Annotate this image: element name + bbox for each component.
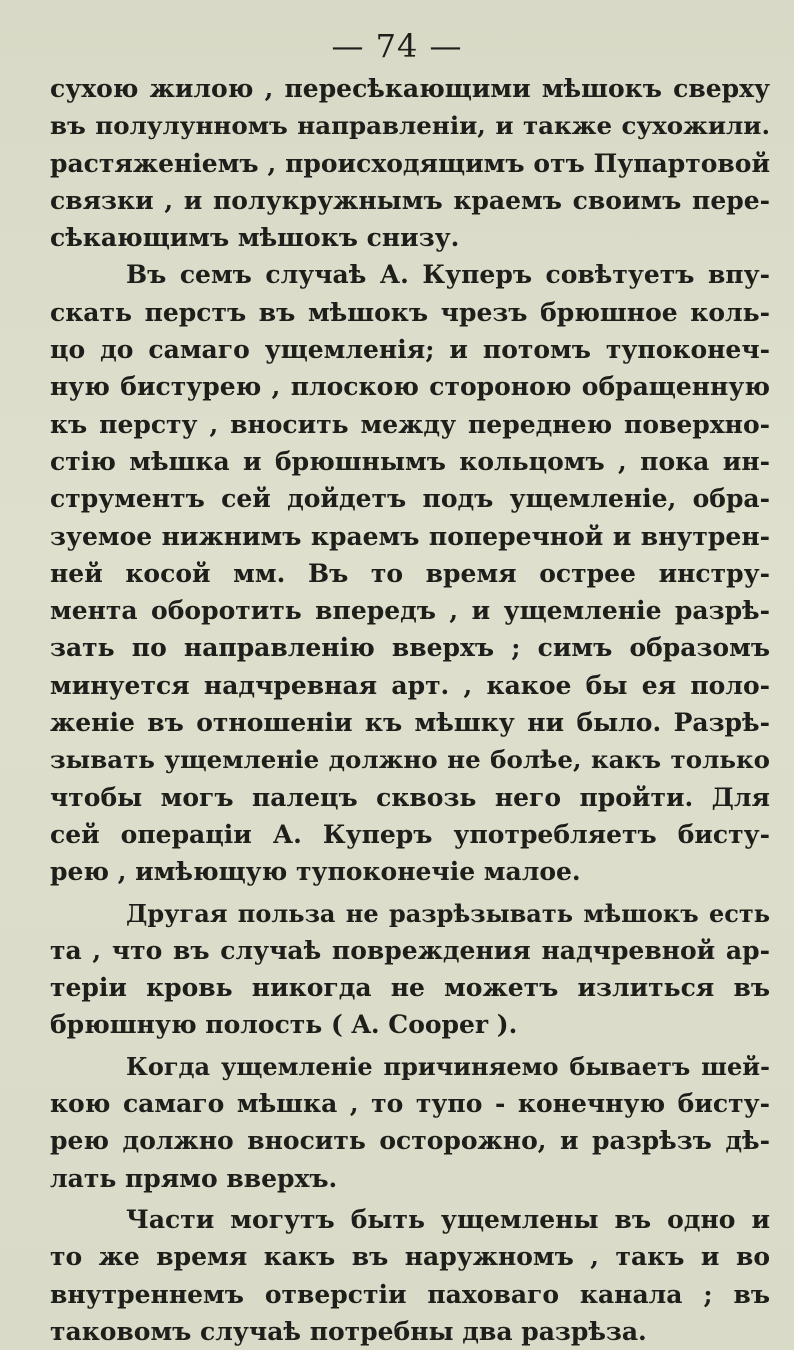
text-line: растяженіемъ , происходящимъ отъ Пупартовой [50, 148, 770, 178]
text-line: Другая польза не разрѣзывать мѣшокъ есть [126, 898, 770, 928]
paragraph [50, 1201, 770, 1350]
text-line: ную бистурею , плоскою стороною обращенную [50, 372, 770, 402]
text-line: струментъ сей дойдетъ подъ ущемленіе, обра- [50, 484, 770, 514]
text-line: сѣкающимъ мѣшокъ снизу. [50, 223, 460, 253]
text-line: зуемое нижнимъ краемъ поперечной и внутрен- [50, 521, 770, 551]
text-line: рею , имѣющую тупоконечіе малое. [50, 857, 581, 887]
paragraph [50, 1048, 770, 1197]
text-line: минуется надчревная арт. , какое бы ея поло- [50, 670, 770, 700]
text-line: зывать ущемленіе должно не болѣе, какъ только [50, 745, 770, 775]
text-line: сей операціи А. Куперъ употребляетъ бисту- [50, 819, 770, 849]
paragraph [50, 70, 770, 256]
text-line: брюшную полость ( A. Cooper ). [50, 1010, 518, 1040]
text-line: ней косой мм. Въ то время острее инстру- [50, 558, 770, 588]
paragraph [50, 895, 770, 1044]
text-line: въ полулунномъ направленіи, и также сухожили. [50, 111, 770, 141]
text-line: внутреннемъ отверстіи паховаго канала ; въ [50, 1279, 770, 1309]
text-line: скать перстъ въ мѣшокъ чрезъ брюшное коль- [50, 297, 770, 327]
text-line: сухою жилою , пересѣкающими мѣшокъ сверху [50, 74, 770, 103]
text-line: мента оборотить впередъ , и ущемленіе разрѣ- [50, 596, 770, 626]
text-line: зать по направленію вверхъ ; симъ образомъ [50, 633, 770, 663]
page-number: — 74 — [331, 27, 463, 65]
text-line: рею должно вносить осторожно, и разрѣзъ дѣ- [50, 1126, 770, 1156]
text-line: стію мѣшка и брюшнымъ кольцомъ , пока ин- [50, 446, 770, 476]
text-line: связки , и полукружнымъ краемъ своимъ пере- [50, 185, 770, 215]
text-line: теріи кровь никогда не можетъ излиться въ [50, 973, 770, 1003]
text-line: та , что въ случаѣ повреждения надчревной ар- [50, 935, 770, 965]
text-line: лать прямо вверхъ. [50, 1163, 338, 1193]
text-line: чтобы могъ палецъ сквозь него пройти. Для [50, 782, 770, 812]
text-line: женіе въ отношеніи къ мѣшку ни было. Разрѣ- [50, 708, 770, 738]
text-line: Въ семъ случаѣ А. Куперъ совѣтуетъ впу- [126, 260, 770, 290]
text-line: Когда ущемленіе причиняемо бываетъ шей- [126, 1051, 770, 1081]
text-line: цо до самаго ущемленія; и потомъ тупоконеч- [50, 335, 770, 365]
text-line: то же время какъ въ наружномъ , такъ и во [50, 1242, 770, 1272]
text-line: кою самаго мѣшка , то тупо - конечную бисту- [50, 1089, 770, 1119]
paragraph [50, 256, 770, 890]
text-line: къ персту , вносить между переднею поверхно- [50, 409, 770, 439]
body-text [50, 70, 770, 1350]
text-line: таковомъ случаѣ потребны два разрѣза. [50, 1316, 647, 1346]
text-line: Части могутъ быть ущемлены въ одно и [126, 1204, 770, 1234]
